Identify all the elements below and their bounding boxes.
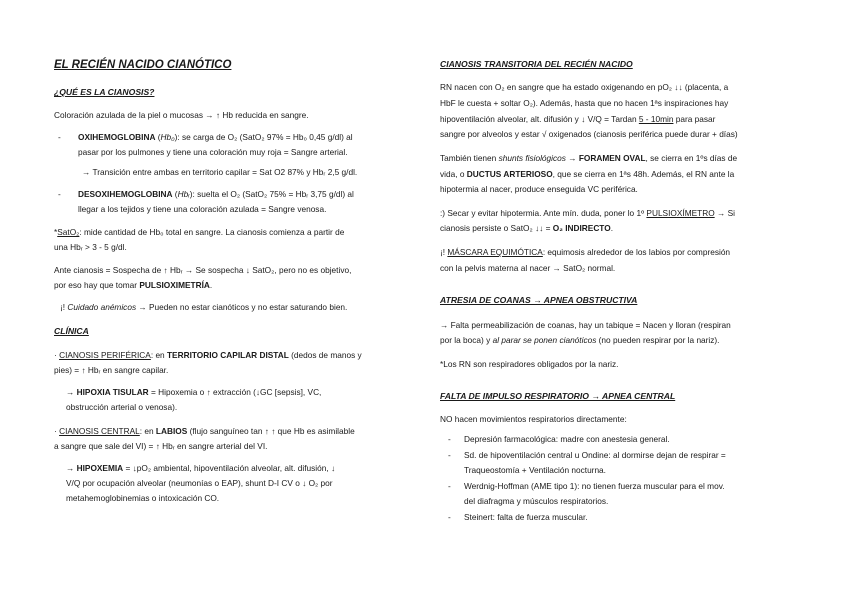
ante-cianosis-line1: Ante cianosis = Sospecha de ↑ Hbᵣ → Se sospecha ↓ SatO₂, pero no es objetivo, xyxy=(54,265,352,275)
hipoxemia-line1: → HIPOXEMIA = ↓pO₂ ambiental, hipoventilación alveolar, alt. difusión, ↓ xyxy=(66,463,336,473)
anemicos-warning: ¡! Cuidado anémicos → Pueden no estar cianóticos y no estar saturando bien. xyxy=(60,302,348,312)
p4-line1: ¡! MÁSCARA EQUIMÓTICA: equimosis alrededor de los labios por compresión xyxy=(440,247,731,257)
list-dash: - xyxy=(448,434,451,444)
p5-line1: → Falta permeabilización de coanas, hay un tabique = Nacen y lloran (respiran xyxy=(440,320,731,330)
desoxihemoglobina-line2: llegar a los tejidos y tiene una coloración azulada = Sangre venosa. xyxy=(78,204,327,214)
p2-line1: También tienen shunts fisiológicos → FORAMEN OVAL, se cierra en 1ºs días de xyxy=(440,153,738,163)
section-heading-clinica: CLÍNICA xyxy=(54,326,89,336)
oxihemoglobina-line2: pasar por los pulmones y tiene una coloración muy roja = Sangre arterial. xyxy=(78,147,348,157)
p2-line2: vida, o DUCTUS ARTERIOSO, que se cierra en 1ªs 48h. Además, el RN ante la xyxy=(440,169,735,179)
p2-line3: hipotermia al nacer, produce enseguida VC periférica. xyxy=(440,184,638,194)
list-item: Sd. de hipoventilación central u Ondine: al dormirse dejan de respirar = xyxy=(464,450,726,460)
list-item: Werdnig-Hoffman (AME tipo 1): no tienen fuerza muscular para el mov. xyxy=(464,481,725,491)
p4-line2: con la pelvis materna al nacer → SatO₂ normal. xyxy=(440,263,616,273)
p5-line2: por la boca) y al parar se ponen cianóticos (no pueden respirar por la nariz). xyxy=(440,335,720,345)
cianosis-central-line2: a sangre que sale del VI) = ↑ Hbᵣ en sangre arterial del VI. xyxy=(54,441,268,451)
p7-intro: NO hacen movimientos respiratorios directamente: xyxy=(440,414,627,424)
ante-cianosis-line2: por eso hay que tomar PULSIOXIMETRÍA. xyxy=(54,280,213,290)
p1-line1: RN nacen con O₂ en sangre que ha estado oxigenando en pO₂ ↓↓ (placenta, a xyxy=(440,82,729,92)
hipoxemia-line3: metahemoglobinemias o intoxicación CO. xyxy=(66,493,220,503)
hipoxia-tisular-line1: → HIPOXIA TISULAR = Hipoxemia o ↑ extracción (↓GC [sepsis], VC, xyxy=(66,387,322,397)
list-item: Depresión farmacológica: madre con anestesia general. xyxy=(464,434,670,444)
list-dash: - xyxy=(58,132,61,142)
list-dash: - xyxy=(448,512,451,522)
section-heading-falta-impulso: FALTA DE IMPULSO RESPIRATORIO → APNEA CENTRAL xyxy=(440,391,676,401)
cianosis-central-line1: · CIANOSIS CENTRAL: en LABIOS (flujo sanguíneo tan ↑ ↑ que Hb es asimilable xyxy=(54,426,355,436)
sato2-note-line2: una Hbᵣ > 3 - 5 g/dl. xyxy=(54,242,127,252)
p1-line3: hipoventilación alveolar, alt. difusión y ↓ V/Q = Tardan 5 - 10min para pasar xyxy=(440,114,716,124)
page-title: EL RECIÉN NACIDO CIANÓTICO xyxy=(54,59,232,71)
list-dash: - xyxy=(448,481,451,491)
section-heading-atresia: ATRESIA DE COANAS → APNEA OBSTRUCTIVA xyxy=(440,295,638,305)
section-heading-cianosis-transitoria: CIANOSIS TRANSITORIA DEL RECIÉN NACIDO xyxy=(440,59,633,69)
list-dash: - xyxy=(58,189,61,199)
list-item: Steinert: falta de fuerza muscular. xyxy=(464,512,588,522)
list-item-continuation: del diafragma y músculos respiratorios. xyxy=(464,496,609,506)
transition-note: → Transición entre ambas en territorio capilar = Sat O2 87% y Hbᵣ 2,5 g/dl. xyxy=(82,167,358,177)
section-heading-que-es: ¿QUÉ ES LA CIANOSIS? xyxy=(54,87,155,97)
desoxihemoglobina-line: DESOXIHEMOGLOBINA (Hbᵣ): suelta el O₂ (SatO₂ 75% = Hbᵣ 3,75 g/dl) al xyxy=(78,189,354,199)
cianosis-periferica-line2: pies) = ↑ Hbᵣ en sangre capilar. xyxy=(54,365,169,375)
p3-line1: :) Secar y evitar hipotermia. Ante mín. duda, poner lo 1º PULSIOXÍMETRO → Si xyxy=(440,208,735,218)
definition-text: Coloración azulada de la piel o mucosas → ↑ Hb reducida en sangre. xyxy=(54,110,309,120)
cianosis-periferica-line1: · CIANOSIS PERIFÉRICA: en TERRITORIO CAPILAR DISTAL (dedos de manos y xyxy=(54,350,362,360)
p1-line4: sangre por alveolos y estar √ oxigenados (cianosis periférica puede durar + días) xyxy=(440,129,738,139)
hipoxia-tisular-line2: obstrucción arterial o venosa). xyxy=(66,402,178,412)
hipoxemia-line2: V/Q por ocupación alveolar (neumonías o EAP), shunt D-I CV o ↓ O₂ por xyxy=(66,478,333,488)
sato2-note: *SatO₂: mide cantidad de Hb₀ total en sangre. La cianosis comienza a partir de xyxy=(54,227,345,237)
list-dash: - xyxy=(448,450,451,460)
p1-line2: HbF le cuesta + soltar O₂). Además, hasta que no hacen 1ªs inspiraciones hay xyxy=(440,98,729,108)
p3-line2: cianosis persiste o SatO₂ ↓↓ = O₂ INDIRECTO. xyxy=(440,223,613,233)
list-item-continuation: Traqueostomía + Ventilación nocturna. xyxy=(464,465,606,475)
p6-note: *Los RN son respiradores obligados por la nariz. xyxy=(440,359,619,369)
oxihemoglobina-line: OXIHEMOGLOBINA (Hb₀): se carga de O₂ (SatO₂ 97% = Hb₀ 0,45 g/dl) al xyxy=(78,132,353,142)
